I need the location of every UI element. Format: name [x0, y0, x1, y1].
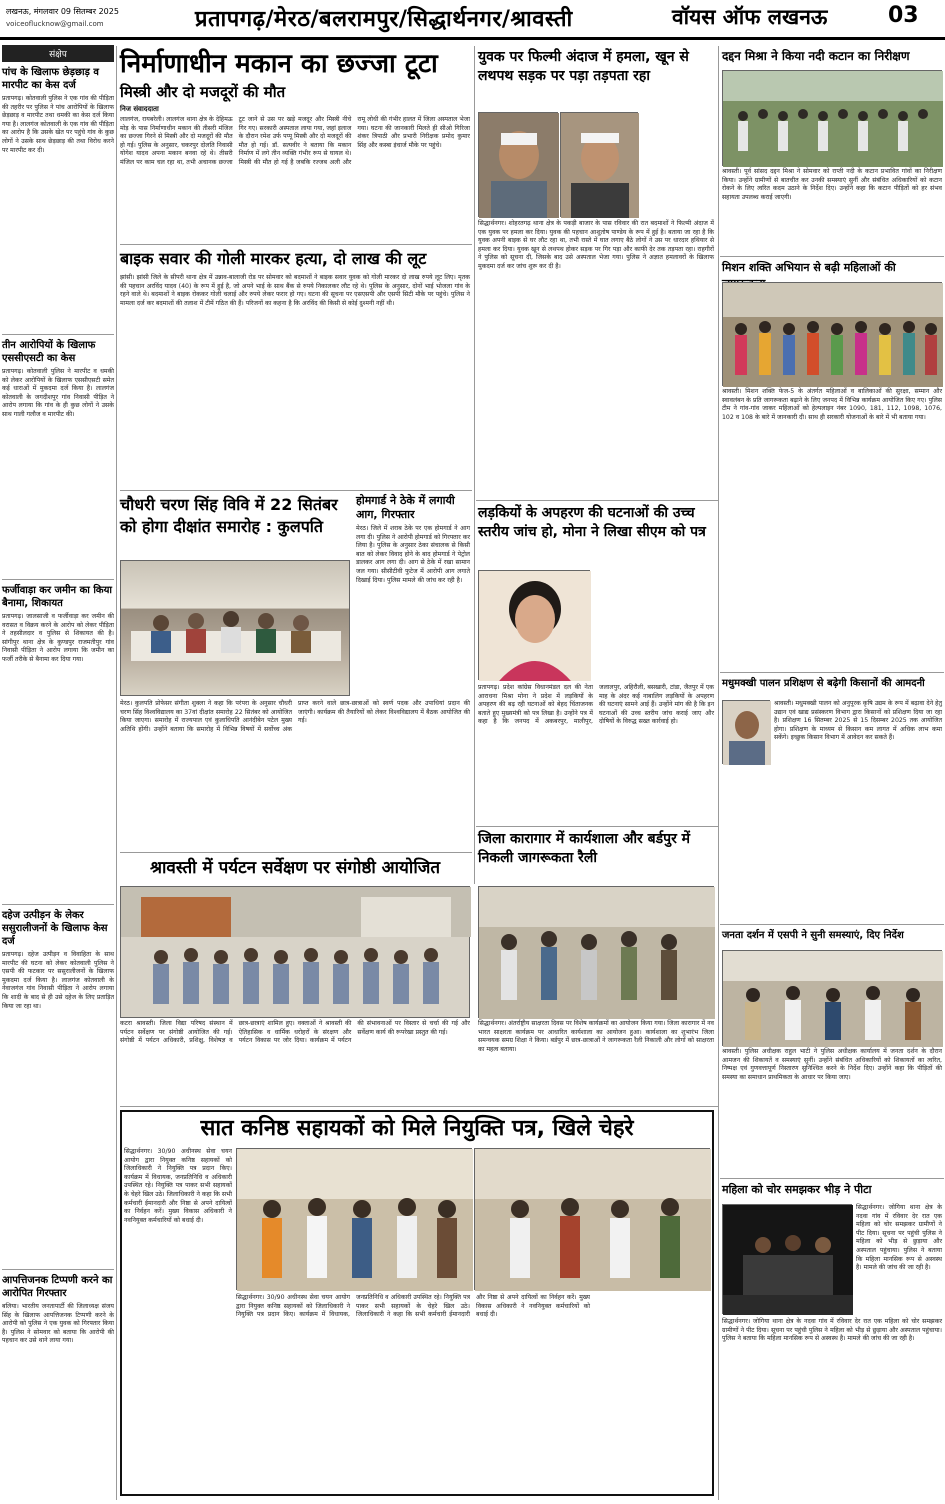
- mona-photo: [478, 570, 590, 680]
- story-mission-body: [722, 388, 942, 670]
- story-chaudhary: [120, 494, 350, 556]
- appointment-photo-svg: [237, 1149, 473, 1291]
- story-body: लालगंज, रायबरेली। लालगंज थाना क्षेत्र के देहिमऊ मोड़ के पास निर्माणाधीन मकान की तीसरी मंजिल का छज्जा गिरने से मिस्त्री और दो मजदूरों की मौत हो गई। पुलिस के अनुसार, चकरपुर दोलति निवासी योगेश यादव अपना मकान बनवा रहे थे। तीसरी मंजिल पर काम चल रहा था, तभी अचानक छज्जा टूट जाने से उस पर खड़े मजदूर और मिस्त्री नीचे गिर गए। सरकारी अस्पताल लाया गया, जहां इलाज के दौरान रमेश उर्फ पप्पू मिस्त्री और दो मजदूरों की मौत हो गई। डॉ. सत्यवीर ने बताया कि मकान निर्माण में लगे तीन व्यक्ति गंभीर रूप से घायल थे। मिस्त्री की मौत हो गई है जबकि रज्जब अली और रामू लोधी की गंभीर हालत में जिला अस्पताल भेजा गया। घटना की जानकारी मिलते ही सीओ गिरिजा शंकर त्रिपाठी और प्रभारी निरीक्षक प्रमोद कुमार सिंह और कस्बा इंचार्ज मौके पर पहुंचे।: [120, 116, 470, 166]
- story-body: श्रावस्ती। पूर्व सांसद दद्दन मिश्रा ने सोमवार को राप्ती नदी के कटान प्रभावित गांवों का निरीक्षण किया। उन्होंने ग्रामीणों से बातचीत कर उनकी समस्याएं सुनीं और संबंधित अधिकारियों को कटान रोकने के लिए त्वरित कदम उठाने के निर्देश दिए। उन्होंने कहा कि कटान पीड़ितों को हर संभव सहायता उपलब्ध कराई जाएगी।: [722, 168, 942, 201]
- headline[interactable]: निर्माणाधीन मकान का छज्जा टूटा: [120, 49, 438, 79]
- story-mission: [722, 260, 942, 280]
- sidebar-item-body: प्रतापगढ़। जालसाजी व फर्जीवाड़ा कर जमीन की वरासत व विक्रय करने के आरोप को लेकर पीड़िता ने तहसीलदार व पुलिस से शिकायत की है। सांगीपुर थाना क्षेत्र के कुण्डपुर राजमतीपुर गांव निवासी पीड़िता ने आरोप लगाया कि जमीन का फर्जी तरीके से बैनामा कर दिया गया।: [2, 613, 114, 663]
- sidebar-item: [2, 66, 114, 334]
- sidebar-label: संक्षेप: [2, 45, 114, 62]
- story-mahila: [722, 1182, 942, 1202]
- appointment-photo: [236, 1148, 472, 1290]
- story-body: कटरा श्रावस्ती। जिला विद्या परिषद संस्थान में पर्यटन सर्वेक्षण पर संगोष्ठी आयोजित की गई। संगोष्ठी में पर्यटन अधिकारी, प्रशिक्षु, विशेषज्ञ व छात्र-छात्राएं शामिल हुए। वक्ताओं ने श्रावस्ती की ऐतिहासिक व धार्मिक धरोहरों के संरक्षण और पर्यटन विकास पर जोर दिया। कार्यक्रम में पर्यटन की संभावनाओं पर विस्तार से चर्चा की गई और सर्वेक्षण कार्य की रूपरेखा प्रस्तुत की गई।: [120, 1020, 470, 1045]
- mission-shakti-photo: [722, 282, 942, 386]
- story-janta: [722, 928, 942, 948]
- headline[interactable]: जिला कारागार में कार्यशाला और बर्डपुर में निकली जागरूकता रैली: [478, 831, 691, 866]
- story-body: श्रावस्ती। पुलिस अधीक्षक राहुल भाटी ने पुलिस अधीक्षक कार्यालय में जनता दर्शन के दौरान आमजन की शिकायतें व समस्याएं सुनीं। उन्होंने संबंधित अधिकारियों को शिकायतों का त्वरित, निष्पक्ष एवं गुणवत्तापूर्ण निस्तारण सुनिश्चित करने के निर्देश दिए। उन्होंने कहा कि पीड़ितों की समस्या का समाधान प्राथमिकता के आधार पर किया जाए।: [722, 1048, 942, 1081]
- story-mahila-body: [856, 1204, 942, 1314]
- meeting-photo: [120, 560, 350, 696]
- appointment-photo-2: [474, 1148, 710, 1290]
- sidebar-item: [2, 909, 114, 1269]
- story-body: सिद्धार्थनगर। शोहरतगढ़ थाना क्षेत्र के पकड़ी बाजार के पास रविवार की रात बदमाशों ने फिल्मी अंदाज में एक युवक पर हमला कर दिया। युवक की पहचान आशुतोष पाण्डेय के रूप में हुई है। बताया जा रहा है कि युवक अपनी बाइक से घर लौट रहा था, तभी रास्ते में घात लगाए बैठे लोगों ने उस पर धारदार हथियार से हमला कर दिया। युवक खून से लथपथ होकर सड़क पर गिर पड़ा और काफी देर तक तड़पता रहा। राहगीरों ने पुलिस को सूचना दी, जिसके बाद उसे अस्पताल भेजा गया। पुलिस ने अज्ञात हमलावरों के खिलाफ मुकदमा दर्ज कर जांच शुरू कर दी है।: [478, 220, 714, 270]
- seminar-photo-svg: [121, 887, 471, 1019]
- headline[interactable]: महिला को चोर समझकर भीड़ ने पीटा: [722, 1183, 872, 1196]
- headline[interactable]: श्रावस्ती में पर्यटन सर्वेक्षण पर संगोष्ठी आयोजित: [149, 858, 441, 878]
- sidebar-item-body: प्रतापगढ़। कोतवाली पुलिस ने एक गांव की पीड़िता की तहरीर पर पुलिस ने पांच आरोपियों के खिलाफ छेड़छाड़ व मारपीट तथा धमकी का केस दर्ज किया गया है। लालगंज कोतवाली के एक गांव की पीड़िता का आरोप है कि उसके खेत पर पहुंचे गांव के कुछ लोगों ने उसके साथ छेड़छाड़ की तथा विरोध करने पर मारपीट कर दी।: [2, 95, 114, 154]
- sidebar: [2, 45, 114, 1497]
- story-nadi-body: [722, 168, 942, 254]
- sidebar-item: [2, 584, 114, 904]
- newspaper-brand: वॉयस ऑफ लखनऊ: [672, 5, 828, 29]
- sidebar-item-body: बलिया। भारतीय जनतापार्टी की जिलाध्यक्ष संजय सिंह के खिलाफ आपत्तिजनक टिप्पणी करने के आरोपी को पुलिस ने एक युवक को गिरफ्तार किया है। पुलिस ने सोमवार को बताया कि आरोपी की पहचान कर उसे थाने लाया गया।: [2, 1303, 114, 1345]
- officer-portrait-photo: [722, 700, 770, 764]
- headline[interactable]: लड़कियों के अपहरण की घटनाओं की उच्च स्तरीय जांच हो, मोना ने लिखा सीएम को पत्र: [478, 505, 706, 540]
- river-inspection-svg: [723, 71, 943, 167]
- story-body: मेरठ। कुलपति प्रोफेसर संगीता शुक्ला ने कहा कि परंपरा के अनुसार चौधरी चरण सिंह विश्वविद्यालय का 37वां दीक्षांत समारोह 22 सितंबर को आयोजित किया जाएगा। समारोह में राज्यपाल एवं कुलाधिपति आनंदीबेन पटेल मुख्य अतिथि होंगी। उन्होंने बताया कि समारोह में विभिन्न विषयों में सर्वोच्च अंक प्राप्त करने वाले छात्र-छात्राओं को स्वर्ण पदक और उपाधियां प्रदान की जाएंगी। कार्यक्रम की तैयारियों को लेकर विश्वविद्यालय में बैठक आयोजित की गई।: [120, 700, 470, 733]
- story-body: श्रावस्ती। मधुमक्खी पालन को अनुपूरक कृषि उद्यम के रूप में बढ़ावा देने हेतु उद्यान एवं खाद्य प्रसंस्करण विभाग द्वारा किसानों को प्रशिक्षण दिया जा रहा है। प्रशिक्षण 16 सितम्बर 2025 से 15 दिसम्बर 2025 तक आयोजित होगा। प्रशिक्षण के माध्यम से किसान कम लागत में अधिक लाभ कमा सकेंगे। इच्छुक किसान विभाग में आवेदन कर सकते हैं।: [774, 700, 942, 742]
- story-body: सिद्धार्थनगर। अंतर्राष्ट्रीय साक्षरता दिवस पर विशेष कार्यक्रमों का आयोजन किया गया। जिला कारागार में नव भारत साक्षरता कार्यक्रम पर आधारित कार्यशाला का आयोजन हुआ। कार्यशाला का शुभारंभ जिला समन्वयक समग्र शिक्षा ने किया। बर्डपुर में छात्र-छात्राओं ने जागरूकता रैली निकाली और लोगों को साक्षरता का महत्व बताया।: [478, 1020, 714, 1053]
- story-janta-body: [722, 1048, 942, 1176]
- jail-workshop-photo: [478, 886, 714, 1018]
- night-crowd-svg: [723, 1205, 853, 1315]
- janta-darshan-svg: [723, 951, 943, 1047]
- story-body: सिद्धार्थनगर। जोगिया थाना क्षेत्र के नदवा गांव में रविवार देर रात एक महिला को चोर समझकर ग्रामीणों ने पीट दिया। सूचना पर पहुंची पुलिस ने महिला को भीड़ से छुड़ाया और अस्पताल पहुंचाया। पुलिस ने बताया कि महिला मानसिक रूप से अस्वस्थ है। मामले की जांच की जा रही है।: [856, 1204, 942, 1272]
- appointment-photo-2-svg: [475, 1149, 711, 1291]
- story-chaudhary-body: [120, 700, 470, 850]
- injured-man-svg: [479, 113, 559, 218]
- story-body: सिद्धार्थनगर। 30/90 अधीनस्थ सेवा चयन आयोग द्वारा नियुक्त कनिष्ठ सहायकों को जिलाधिकारी ने नियुक्ति पत्र प्रदान किए। कार्यक्रम में विधायक, जनप्रतिनिधि व अधिकारी उपस्थित रहे। नियुक्ति पत्र पाकर सभी सहायकों के चेहरे खिल उठे। जिलाधिकारी ने कहा कि सभी कर्मचारी ईमानदारी और निष्ठा से अपने दायित्वों का निर्वहन करें। मुख्य विकास अधिकारी ने नवनियुक्त कर्मचारियों को बधाई दी।: [124, 1148, 232, 1224]
- story-shravasti-paryatan: [120, 856, 470, 884]
- subheadline: मिस्त्री और दो मजदूरों की मौत: [120, 83, 286, 101]
- sidebar-item-title[interactable]: पांच के खिलाफ छेड़छाड़ व मारपीट का केस दर्ज: [2, 67, 99, 91]
- sidebar-item-title[interactable]: तीन आरोपियों के खिलाफ एससीएसटी का केस: [2, 340, 96, 364]
- injured-man-photo: [478, 112, 558, 217]
- story-nadi: [722, 48, 942, 68]
- story-paryatan-caption: [120, 1020, 470, 1102]
- story-ladkiyon-body: [478, 684, 714, 824]
- story-filmi: [478, 48, 714, 108]
- story-homeguard: [356, 494, 470, 698]
- dateline: निज संवाददाता: [120, 105, 159, 113]
- headline[interactable]: मधुमक्खी पालन प्रशिक्षण से बढ़ेगी किसानों की आमदनी: [722, 678, 925, 689]
- headline[interactable]: दद्दन मिश्रा ने किया नदी कटान का निरीक्षण: [722, 49, 910, 63]
- injured-man-2-svg: [561, 113, 639, 218]
- river-inspection-photo: [722, 70, 942, 166]
- headline[interactable]: जनता दर्शन में एसपी ने सुनी समस्याएं, दिए निर्देश: [722, 930, 904, 941]
- story-hatya: [120, 248, 470, 488]
- injured-man-photo-2: [560, 112, 638, 217]
- story-karagar-caption: [478, 1020, 714, 1102]
- page-number: 03: [888, 3, 919, 28]
- story-body: श्रावस्ती। मिशन शक्ति फेज-5 के अंतर्गत महिलाओं व बालिकाओं की सुरक्षा, सम्मान और स्वावलंबन के प्रति जागरूकता बढ़ाने के लिए जनपद में विभिन्न कार्यक्रम आयोजित किए गए। पुलिस टीम ने गांव-गांव जाकर महिलाओं को हेल्पलाइन नंबर 1090, 181, 112, 1098, 1076, 102 व 108 के बारे में जानकारी दी। साथ ही सरकारी योजनाओं के बारे में भी बताया गया।: [722, 388, 942, 421]
- headline[interactable]: मिशन शक्ति अभियान से बढ़ी महिलाओं की: [722, 261, 896, 274]
- header-cities: प्रतापगढ़/मेरठ/बलरामपुर/सिद्धार्थनगर/श्रावस्ती: [195, 7, 573, 32]
- story-madhumakkhi: [722, 676, 942, 696]
- story-ladkiyon: [478, 504, 714, 564]
- sidebar-item: [2, 339, 114, 579]
- story-mahila-body-2: [722, 1318, 942, 1496]
- sidebar-item: [2, 1274, 114, 1504]
- header-date: लखनऊ, मंगलवार 09 सितम्बर 2025: [6, 7, 119, 16]
- headline[interactable]: सात कनिष्ठ सहायकों को मिले नियुक्ति पत्र, खिले चेहरे: [200, 1116, 634, 1141]
- story-madhumakkhi-body: [774, 700, 942, 860]
- story-filmi-body: [478, 220, 714, 494]
- headline[interactable]: चौधरी चरण सिंह विवि में 22 सितंबर को होगा दीक्षांत समारोह : कुलपति: [120, 495, 338, 536]
- header-email: voiceoflucknow@gmail.com: [6, 20, 104, 28]
- seminar-photo: [120, 886, 470, 1018]
- headline[interactable]: होमगार्ड ने ठेके में लगायी आग, गिरफ्तार: [356, 494, 455, 521]
- meeting-photo-svg: [121, 561, 351, 697]
- headline[interactable]: बाइक सवार की गोली मारकर हत्या, दो लाख की लूट: [120, 249, 427, 268]
- officer-portrait-svg: [723, 701, 771, 765]
- story-niyukti-body-left: [124, 1148, 232, 1492]
- page-header: [0, 0, 945, 40]
- sidebar-item-title[interactable]: दहेज उत्पीड़न के लेकर ससुरालीजनों के खिलाफ केस दर्ज: [2, 910, 108, 947]
- story-body: मेरठ। जिले में शराब ठेके पर एक होमगार्ड ने आग लगा दी। पुलिस ने आरोपी होमगार्ड को गिरफ्तार कर लिया है। पुलिस के अनुसार ठेका संचालक से किसी बात को लेकर विवाद होने के बाद होमगार्ड ने पेट्रोल डालकर आग लगा दी। आग से ठेके में रखा सामान जल गया। सीसीटीवी फुटेज में आरोपी आग लगाते दिखाई दिया। पुलिस मामले की जांच कर रही है।: [356, 525, 470, 584]
- story-body: झांसी। झांसी जिले के सीपरी थाना क्षेत्र में उन्नाव-बालाजी रोड पर सोमवार को बदमाशों ने बाइक सवार युवक को गोली मारकर दो लाख रुपये लूट लिए। मृतक की पहचान अरविंद यादव (40) के रूप में हुई है, जो अपने भाई के साथ बैंक से रुपये निकालकर लौट रहे थे। पुलिस के अनुसार, दोनों भाई भोजला गांव के रहने वाले थे। बदमाशों ने बाइक रोककर गोली चलाई और रुपये लेकर फरार हो गए। घटना की सूचना पर एसएसपी और एसपी सिटी मौके पर पहुंचे। पुलिस ने मामला दर्ज कर बदमाशों की तलाश में टीमें गठित की हैं। परिजनों का कहना है कि अरविंद की किसी से कोई दुश्मनी नहीं थी।: [120, 274, 470, 307]
- mona-photo-svg: [479, 571, 591, 681]
- story-niyukti-body-bottom: [236, 1294, 710, 1492]
- headline[interactable]: युवक पर फिल्मी अंदाज में हमला, खून से लथपथ सड़क पर पड़ा तड़पता रहा: [478, 49, 689, 84]
- story-body: सिद्धार्थनगर। जोगिया थाना क्षेत्र के नदवा गांव में रविवार देर रात एक महिला को चोर समझकर ग्रामीणों ने पीट दिया। सूचना पर पहुंची पुलिस ने महिला को भीड़ से छुड़ाया और अस्पताल पहुंचाया। पुलिस ने बताया कि महिला मानसिक रूप से अस्वस्थ है। मामले की जांच की जा रही है।: [722, 1318, 942, 1343]
- mission-shakti-svg: [723, 283, 943, 387]
- janta-darshan-photo: [722, 950, 942, 1046]
- sidebar-item-body: प्रतापगढ़। दहेज उत्पीड़न व विवाहिता के साथ मारपीट की घटना को लेकर कोतवाली पुलिस ने एसपी की फटकार पर ससुरालीजनों के खिलाफ मुकदमा दर्ज किया है। लालगंज कोतवाली के नेवाजगंज गांव निवासी पीड़िता ने आरोप लगाया कि शादी के बाद से ही उसे दहेज के लिए प्रताड़ित किया जा रहा था।: [2, 951, 114, 1010]
- story-body: प्रतापगढ़। प्रदेश कांग्रेस विधानमंडल दल की नेता आराधना मिश्रा मोना ने प्रदेश में लड़कियों के अपहरण की बढ़ रही घटनाओं को बेहद चिंताजनक बताते हुए मुख्यमंत्री को पत्र लिखा है। उन्होंने पत्र में कहा है कि जनपद में अकबरपुर, मालीपुर, जलालपुर, अहिरौली, बसखारी, टांडा, जैतपुर में एक माह के अंदर कई नाबालिग लड़कियों के अपहरण की घटनाएं सामने आई हैं। उन्होंने मांग की है कि इन घटनाओं की उच्च स्तरीय जांच कराई जाए और दोषियों के विरुद्ध सख्त कार्रवाई हो।: [478, 684, 714, 726]
- jail-workshop-svg: [479, 887, 715, 1019]
- sidebar-item-body: प्रतापगढ़। कोतवाली पुलिस ने मारपीट व धमकी को लेकर आरोपियों के खिलाफ एससीएसटी समेत कई धाराओं में मुकदमा दर्ज किया है। लालगंज कोतवाली के जगदीशपुर गांव निवासी पीड़ित ने आरोप लगाया कि गांव के ही कुछ लोगों ने उसके साथ गाली गलौज व मारपीट की।: [2, 368, 114, 418]
- story-chhajja: [120, 48, 470, 242]
- night-crowd-photo: [722, 1204, 852, 1314]
- sidebar-item-title[interactable]: आपत्तिजनक टिप्पणी करने का आरोपित गिरफ्तार: [2, 1275, 113, 1299]
- sidebar-item-title[interactable]: फर्जीवाड़ा कर जमीन का किया बैनामा, शिकायत: [2, 585, 112, 609]
- story-karagar: [478, 830, 714, 882]
- story-body: सिद्धार्थनगर। 30/90 अधीनस्थ सेवा चयन आयोग द्वारा नियुक्त कनिष्ठ सहायकों को जिलाधिकारी ने नियुक्ति पत्र प्रदान किए। कार्यक्रम में विधायक, जनप्रतिनिधि व अधिकारी उपस्थित रहे। नियुक्ति पत्र पाकर सभी सहायकों के चेहरे खिल उठे। जिलाधिकारी ने कहा कि सभी कर्मचारी ईमानदारी और निष्ठा से अपने दायित्वों का निर्वहन करें। मुख्य विकास अधिकारी ने नवनियुक्त कर्मचारियों को बधाई दी।: [236, 1294, 590, 1319]
